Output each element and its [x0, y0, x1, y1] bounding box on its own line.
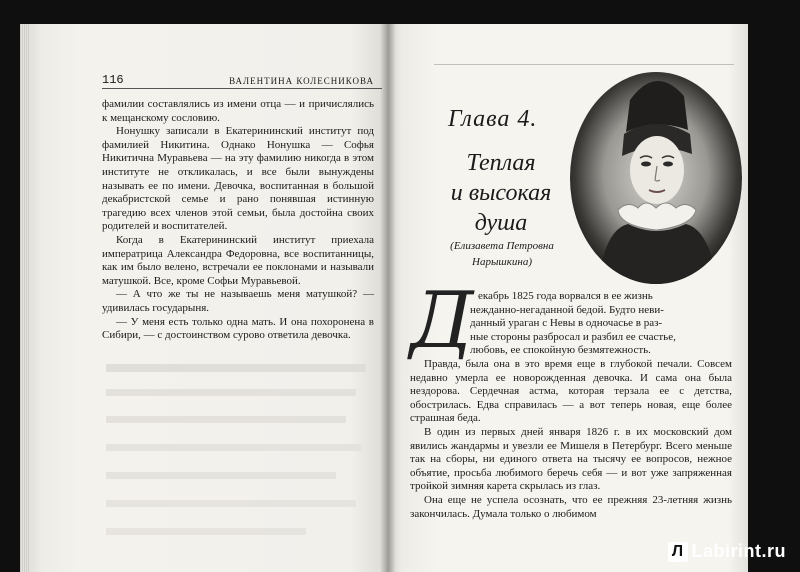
subtitle-line: (Елизавета Петровна: [450, 240, 554, 252]
drop-cap: Д: [410, 276, 474, 366]
text-line: ные стороны разбросал и разбил ее счастье,: [470, 330, 676, 343]
right-body-text: [410, 358, 732, 521]
text-line: нежданно-негаданной бедой. Будто неви-: [470, 303, 664, 316]
chapter-title-line: и высокая душа: [450, 180, 552, 236]
labirint-logo-icon: Л: [668, 542, 688, 562]
paragraph: Нонушку записали в Екатерининский институт под фамилией Никитина. Однако Нонушка — Софья Никитична Муравьева — на эту фамилию никогда в этом институте не откликалась, и все были вынуждены называть ее по имени. Девочка, воспитанная в большой декабристской семье и рано понявшая истинную трагедию всех членов этой семьи, была достойна своих родителей и воспитателей.: [102, 125, 374, 233]
text-line: данный ураган с Невы в одночасье в раз-: [470, 317, 663, 330]
portrait-image: [568, 70, 744, 286]
watermark-text: Labirint.ru: [691, 541, 786, 561]
text-line: екабрь 1825 года ворвался в ее жизнь: [478, 290, 653, 302]
page-edges: [20, 24, 30, 572]
chapter-title-line: Теплая: [466, 150, 536, 176]
paragraph: В один из первых дней января 1826 г. в их московский дом явились жандармы и увезли ее Мишеля в Петербург. Всего меньше так на сборы, ни единого ответа на тысячу ее вопросов, нежное объятие, просьба любимого беречь себя — и вот уже запряженная тройкой зимняя карета скрылась из глаз.: [410, 425, 732, 493]
paragraph: Правда, была она в это время еще в глубокой печали. Совсем недавно умерла ее новорожденная девочка. И сама она была нездорова. Сердечная астма, которая терзала ее с детства, обострилась. Едва справилась — а вот теперь новая, еще более страшная беда.: [410, 358, 732, 425]
page-number: 116: [102, 73, 124, 87]
subtitle-line: Нарышкина): [472, 256, 532, 268]
running-head-author: ВАЛЕНТИНА КОЛЕСНИКОВА: [229, 76, 374, 86]
opening-lines: [470, 290, 730, 358]
chapter-label: Глава 4.: [448, 106, 538, 132]
book-spread: [20, 24, 748, 572]
paragraph: Она еще не успела осознать, что ее прежняя 23-летняя жизнь закончилась. Думала только о любимом: [410, 493, 732, 520]
text-line: любовь, ее спокойную безмятежность.: [470, 344, 651, 357]
book-gutter: [380, 24, 396, 572]
chapter-subtitle: [432, 238, 572, 270]
paragraph: фамилии составлялись из имени отца — и причислялись к мещанскому сословию.: [102, 98, 374, 124]
running-header: [102, 74, 382, 89]
ghost-running-rule: [434, 64, 734, 65]
paragraph: — А что же ты не называешь меня матушкой? — удивилась государыня.: [102, 288, 374, 314]
chapter-title: [426, 148, 576, 238]
left-body-text: [102, 98, 374, 343]
paragraph: Когда в Екатерининский институт приехала императрица Александра Федоровна, все воспитанницы, как им было велено, встречали ее поклонами и называли матушкой. Все, кроме Софьи Муравьевой.: [102, 233, 374, 287]
watermark-logo: [668, 541, 787, 562]
paragraph: — У меня есть только одна мать. И она похоронена в Сибири, — с достоинством сурово ответила девочка.: [102, 315, 374, 342]
right-page: [388, 24, 748, 572]
left-page: [20, 24, 388, 572]
